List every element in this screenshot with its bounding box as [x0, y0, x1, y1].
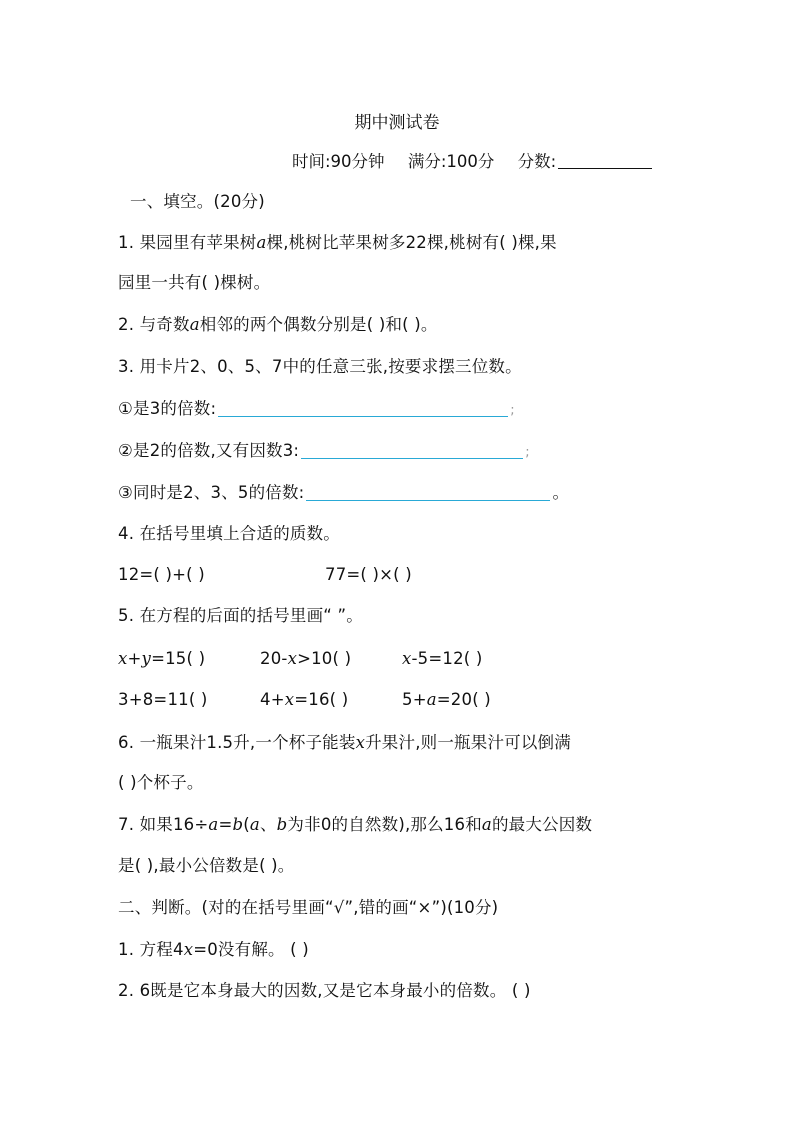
score-blank[interactable]: [558, 152, 652, 169]
q1-line-1: 1. 果园里有苹果树a棵,桃树比苹果树多22棵,桃树有( )棵,果: [118, 233, 557, 252]
judge-q1: 1. 方程4x=0没有解。 ( ): [118, 940, 309, 959]
q5-r1-expr-2: 20-x>10( ): [260, 649, 352, 668]
q5-r1-expr-1: x+y=15( ): [118, 649, 206, 668]
score-label: 分数:: [517, 152, 557, 171]
section-1-heading: 一、填空。(20分): [130, 192, 265, 211]
full-score: 满分:100分: [407, 152, 495, 171]
judge-q2: 2. 6既是它本身最大的因数,又是它本身最小的倍数。 ( ): [118, 981, 531, 1000]
q5-r1-expr-3: x-5=12( ): [402, 649, 483, 668]
section-2-heading: 二、判断。(对的在括号里画“√”,错的画“×”)(10分): [118, 898, 499, 917]
q7-line-1: 7. 如果16÷a=b(a、b为非0的自然数),那么16和a的最大公因数: [118, 815, 593, 834]
q3-2-answer-line[interactable]: [301, 442, 523, 459]
exam-meta: [292, 148, 670, 172]
q7-line-2: 是( ),最小公倍数是( )。: [118, 856, 295, 875]
q1-line-2: 园里一共有( )棵树。: [118, 273, 271, 292]
q2-line: 2. 与奇数a相邻的两个偶数分别是( )和( )。: [118, 315, 438, 334]
page-title: 期中测试卷: [354, 113, 440, 133]
q3-item-1: ①是3的倍数: ;: [118, 399, 515, 418]
q6-line-2: ( )个杯子。: [118, 773, 204, 792]
time-limit: 时间:90分钟: [292, 152, 385, 171]
q4-expr-a: 12=( )+( ): [118, 565, 205, 584]
q3-item-3: ③同时是2、3、5的倍数: 。: [118, 483, 570, 502]
q5-line: 5. 在方程的后面的括号里画“ ”。: [118, 606, 363, 625]
q5-r2-expr-1: 3+8=11( ): [118, 690, 208, 709]
q4-row: [118, 565, 412, 585]
q3-1-answer-line[interactable]: [218, 400, 508, 417]
q4-expr-b: 77=( )×( ): [325, 565, 412, 584]
q6-line-1: 6. 一瓶果汁1.5升,一个杯子能装x升果汁,则一瓶果汁可以倒满: [118, 733, 571, 752]
q3-3-answer-line[interactable]: [306, 484, 550, 501]
q5-r2-expr-2: 4+x=16( ): [260, 690, 349, 709]
q5-r2-expr-3: 5+a=20( ): [402, 690, 491, 709]
q4-line: 4. 在括号里填上合适的质数。: [118, 524, 340, 543]
q3-line: 3. 用卡片2、0、5、7中的任意三张,按要求摆三位数。: [118, 357, 522, 376]
q3-item-2: ②是2的倍数,又有因数3: ;: [118, 441, 530, 460]
